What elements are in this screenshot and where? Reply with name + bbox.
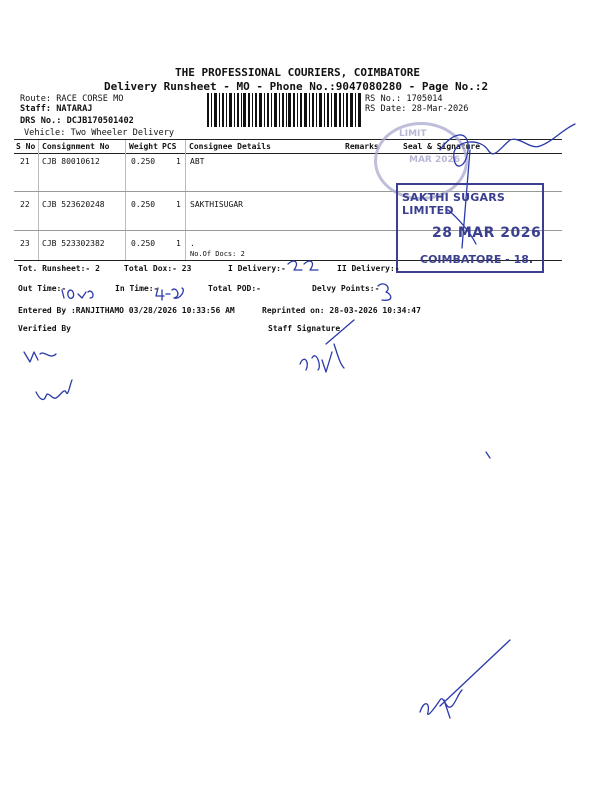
stamp-company: SAKTHI SUGARS LIMITED bbox=[402, 191, 505, 217]
consignee-signature-ink bbox=[448, 210, 476, 244]
row-23-weight: 0.250 bbox=[131, 239, 156, 248]
runsheet-subtitle: Delivery Runsheet - MO - Phone No.:9047080280 - Page No.:2 bbox=[104, 80, 489, 93]
staff-signature-ink bbox=[300, 320, 354, 372]
in-time: In Time:- bbox=[115, 284, 159, 293]
out-time: Out Time:- bbox=[18, 284, 67, 293]
row-21-pcs: 1 bbox=[176, 157, 181, 166]
ii-delivery: II Delivery:- bbox=[337, 264, 400, 273]
row-23-sno: 23 bbox=[20, 239, 30, 248]
row-22-pcs: 1 bbox=[176, 200, 181, 209]
entered-by: Entered By :RANJITHAMO 03/28/2026 10:33:56 AM bbox=[18, 306, 235, 315]
bottom-signature-ink bbox=[420, 640, 510, 718]
row-22-consignee: SAKTHISUGAR bbox=[190, 200, 243, 209]
i-delivery-ink bbox=[288, 261, 318, 270]
company-seal: LIMIT MAR 2026 bbox=[374, 122, 468, 200]
stamp-city: COIMBATORE - 18. bbox=[420, 253, 534, 266]
consignee-signature-ink bbox=[440, 124, 575, 166]
stamp-date: 28 MAR 2026 bbox=[432, 225, 542, 241]
verified-by-label: Verified By bbox=[18, 324, 71, 333]
col-header-seal: Seal & Signature bbox=[403, 142, 481, 151]
row-22-weight: 0.250 bbox=[131, 200, 156, 209]
col-header-consignment: Consignment No bbox=[42, 142, 110, 151]
row-23-consignment: CJB 523302382 bbox=[42, 239, 105, 248]
out-time-ink bbox=[62, 290, 93, 298]
in-time-ink bbox=[156, 288, 183, 300]
row-22-sno: 22 bbox=[20, 200, 30, 209]
total-dox: Total Dox:- 23 bbox=[124, 264, 192, 273]
company-title: THE PROFESSIONAL COURIERS, COIMBATORE bbox=[175, 66, 421, 79]
drs-number: DRS No.: DCJB170501402 bbox=[20, 116, 134, 126]
row-23-pcs: 1 bbox=[176, 239, 181, 248]
col-header-sno: S No bbox=[16, 142, 36, 151]
no-of-docs: No.Of Docs: 2 bbox=[190, 250, 245, 258]
tot-runsheet: Tot. Runsheet:- 2 bbox=[18, 264, 100, 273]
col-header-pcs: PCS bbox=[162, 142, 177, 151]
rs-number: RS No.: 1705014 bbox=[365, 94, 443, 104]
row-22-consignment: CJB 523620248 bbox=[42, 200, 105, 209]
row-23-consignee: . bbox=[190, 239, 195, 248]
staff-signature-label: Staff Signature bbox=[268, 324, 341, 333]
row-21-weight: 0.250 bbox=[131, 157, 156, 166]
i-delivery: I Delivery:- bbox=[228, 264, 286, 273]
total-pod: Total POD:- bbox=[208, 284, 261, 293]
delvy-points-ink bbox=[378, 284, 391, 300]
col-header-weight: Weight bbox=[129, 142, 158, 151]
reprinted-on: Reprinted on: 28-03-2026 10:34:47 bbox=[262, 306, 421, 315]
row-21-consignee: ABT bbox=[190, 157, 205, 166]
verified-by-ink bbox=[36, 380, 72, 399]
col-header-consignee: Consignee Details bbox=[189, 142, 271, 151]
rs-date: RS Date: 28-Mar-2026 bbox=[365, 104, 469, 114]
vehicle-label: Vehicle: Two Wheeler Delivery bbox=[24, 128, 175, 138]
col-header-remarks: Remarks bbox=[345, 142, 379, 151]
verified-by-ink bbox=[24, 352, 56, 362]
row-21-sno: 21 bbox=[20, 157, 30, 166]
row-21-consignment: CJB 80010612 bbox=[42, 157, 100, 166]
staff-label: Staff: NATARAJ bbox=[20, 104, 93, 114]
delvy-points: Delvy Points:- bbox=[312, 284, 380, 293]
route-label: Route: RACE CORSE MO bbox=[20, 94, 124, 104]
tick-mark-ink bbox=[486, 452, 490, 458]
